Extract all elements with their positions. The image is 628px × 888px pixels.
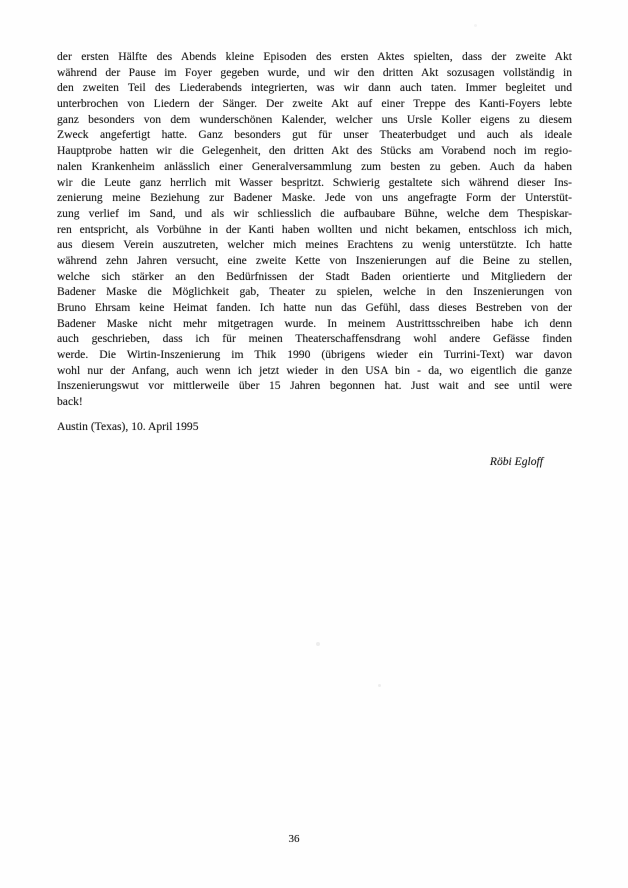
scan-speck xyxy=(316,642,320,646)
body-line: der ersten Hälfte des Abends kleine Episoden des ersten Aktes spielten, dass der zweite Akt xyxy=(57,50,572,63)
page-number: 36 xyxy=(288,833,300,845)
body-line: zung verlief im Sand, und als wir schliesslich die aufbaubare Bühne, welche dem Thespiskar- xyxy=(57,206,572,220)
body-line: den zweiten Teil des Liederabends integrierten, was wir dann auch taten. Immer begleitet und xyxy=(57,81,572,95)
body-line: werde. Die Wirtin-Inszenierung im Thik 1990 (übrigens wieder ein Turrini-Text) war davon xyxy=(57,348,572,362)
body-line: Badener Maske die Möglichkeit gab, Theater zu spielen, welche in den Inszenierungen von xyxy=(57,285,572,299)
body-line-last: back! xyxy=(57,395,83,409)
body-line: nalen Krankenheim anlässlich einer Generalversammlung zum besten zu geben. Auch da haben xyxy=(57,159,572,173)
body-line: unterbrochen von Liedern der Sänger. Der zweite Akt auf einer Treppe des Kanti-Foyers lebte xyxy=(57,97,572,111)
body-line: ganz besonders von dem wunderschönen Kalender, welcher uns Ursle Koller eigens zu diesem xyxy=(57,112,572,126)
body-line: während der Pause im Foyer gegeben wurde, und wir den dritten Akt sozusagen vollständig in xyxy=(57,65,572,79)
body-line: Bruno Ehrsam keine Heimat fanden. Ich hatte nun das Gefühl, dass dieses Bestreben von der xyxy=(57,301,572,314)
author-signature: Röbi Egloff xyxy=(489,455,543,468)
body-line: zenierung meine Beziehung zur Badener Maske. Jede von uns angefragte Form der Unterstüt- xyxy=(57,191,572,205)
body-line: ren entspricht, als Vorbühne in der Kanti haben wollten und nicht bekamen, entschloss ich mich, xyxy=(57,222,572,236)
dateline: Austin (Texas), 10. April 1995 xyxy=(57,420,199,433)
body-paragraph xyxy=(57,49,572,410)
scan-speck xyxy=(378,684,381,687)
body-line: aus diesem Verein auszutreten, welcher mich meines Erachtens zu wenig unterstützte. Ich hatte xyxy=(57,238,572,252)
body-line: Badener Maske nicht mehr mitgetragen wurde. In meinem Austrittsschreiben habe ich denn xyxy=(57,316,572,330)
body-line: wohl nur der Anfang, auch wenn ich jetzt wieder in den USA bin - da, wo eigentlich die ganze xyxy=(57,363,572,377)
scan-speck xyxy=(474,24,477,27)
body-line: auch geschrieben, dass ich für meinen Theaterschaffensdrang wohl andere Gefässe finden xyxy=(57,332,572,346)
body-line: während zehn Jahren versucht, eine zweite Kette von Inszenierungen auf die Beine zu stellen, xyxy=(57,253,572,267)
body-line: Inszenierungswut vor mittlerweile über 15 Jahren begonnen hat. Just wait and see until were xyxy=(57,379,572,393)
body-line: welche sich stärker an den Bedürfnissen der Stadt Baden orientierte und Mitgliedern der xyxy=(57,269,572,283)
body-line: Hauptprobe hatten wir die Gelegenheit, den dritten Akt des Stücks am Vorabend noch im regio- xyxy=(57,144,572,158)
body-line: wir die Leute ganz herrlich mit Wasser bespritzt. Schwierig gestaltete sich während dieser Ins- xyxy=(57,175,572,189)
body-line: Zweck angefertigt hatte. Ganz besonders gut für unser Theaterbudget und auch als ideale xyxy=(57,128,572,142)
